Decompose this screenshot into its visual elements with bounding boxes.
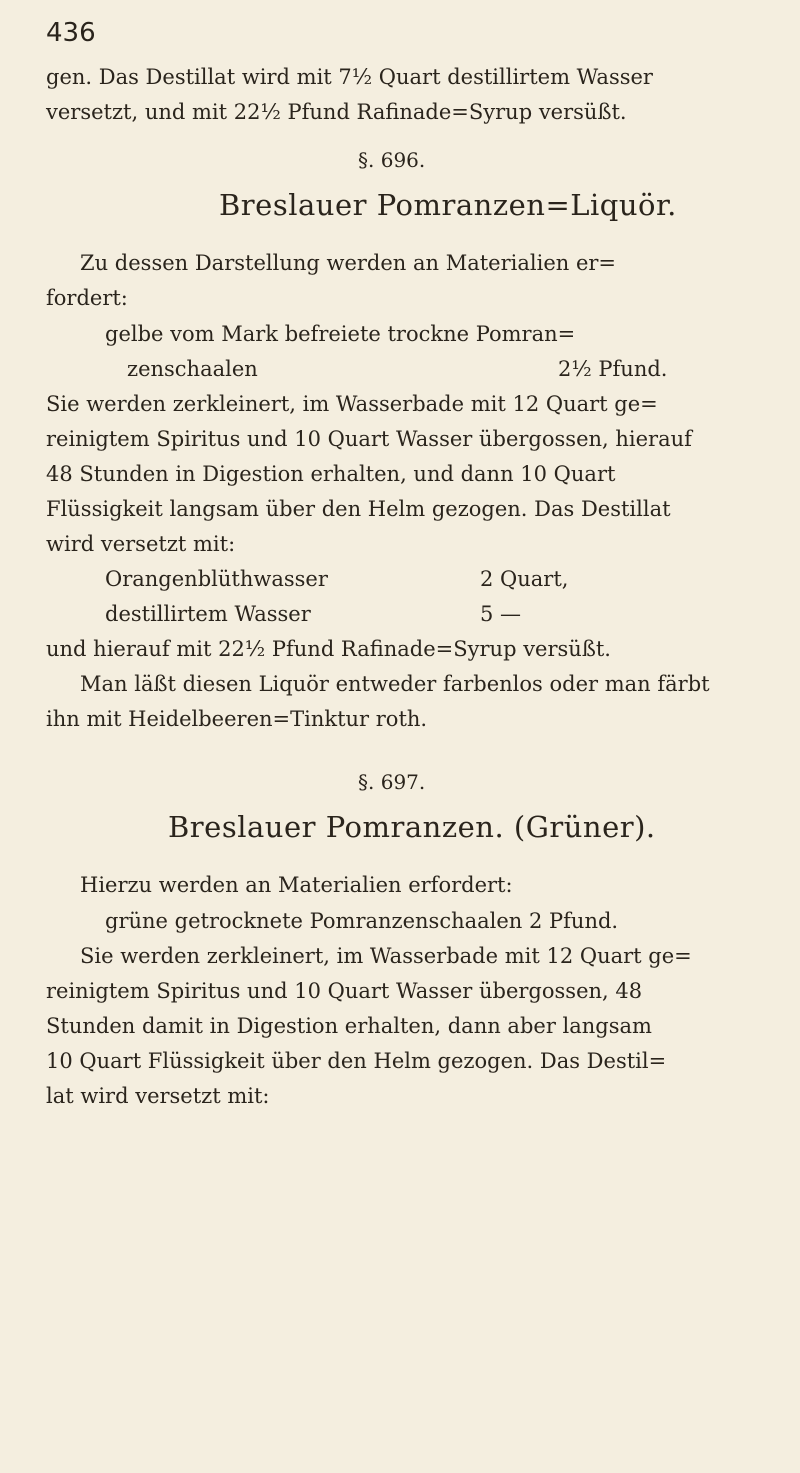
s696-mix-item1-name: Orangenblüthwasser	[105, 567, 328, 591]
s697-para1: Hierzu werden an Materialien erfordert:	[80, 873, 513, 897]
section-697-title: Breslauer Pomranzen. (Grüner).	[168, 810, 656, 844]
s697-para2-line2: reinigtem Spiritus und 10 Quart Wasser übergossen, 48	[46, 979, 643, 1003]
s696-para2-line5: wird versetzt mit:	[46, 532, 236, 556]
s696-para3-line1: und hierauf mit 22½ Pfund Rafinade=Syrup versüßt.	[46, 637, 611, 661]
intro-line-1: gen. Das Destillat wird mit 7½ Quart destillirtem Wasser	[46, 65, 653, 89]
s696-ingredient-line2: zenschaalen	[127, 357, 258, 381]
s696-ingredient-line1: gelbe vom Mark befreiete trockne Pomran=	[105, 322, 576, 346]
s697-para2-line5: lat wird versetzt mit:	[46, 1084, 270, 1108]
s696-para1-line2: fordert:	[46, 286, 128, 310]
section-697-number: §. 697.	[358, 770, 426, 794]
s696-para3-line2: Man läßt diesen Liquör entweder farbenlos oder man färbt	[80, 672, 710, 696]
s697-para2-line3: Stunden damit in Digestion erhalten, dann aber langsam	[46, 1014, 652, 1038]
s697-para2-line4: 10 Quart Flüssigkeit über den Helm gezogen. Das Destil=	[46, 1049, 667, 1073]
s696-para2-line2: reinigtem Spiritus und 10 Quart Wasser übergossen, hierauf	[46, 427, 692, 451]
page-number: 436	[46, 18, 96, 48]
section-696-title: Breslauer Pomranzen=Liquör.	[219, 188, 677, 222]
s696-para3-line3: ihn mit Heidelbeeren=Tinktur roth.	[46, 707, 428, 731]
s696-para2-line4: Flüssigkeit langsam über den Helm gezogen. Das Destillat	[46, 497, 671, 521]
s696-para1-line1: Zu dessen Darstellung werden an Materialien er=	[80, 251, 617, 275]
s696-para2-line3: 48 Stunden in Digestion erhalten, und dann 10 Quart	[46, 462, 616, 486]
s696-mix-item2-name: destillirtem Wasser	[105, 602, 311, 626]
s696-ingredient-amount: 2½ Pfund.	[558, 357, 668, 381]
s697-ingredient: grüne getrocknete Pomranzenschaalen 2 Pfund.	[105, 909, 619, 933]
s696-para2-line1: Sie werden zerkleinert, im Wasserbade mit 12 Quart ge=	[46, 392, 658, 416]
intro-line-2: versetzt, und mit 22½ Pfund Rafinade=Syrup versüßt.	[46, 100, 627, 124]
section-696-number: §. 696.	[358, 148, 426, 172]
s696-mix-item2-amount: 5 —	[480, 602, 522, 626]
s696-mix-item1-amount: 2 Quart,	[480, 567, 569, 591]
s697-para2-line1: Sie werden zerkleinert, im Wasserbade mit 12 Quart ge=	[80, 944, 692, 968]
